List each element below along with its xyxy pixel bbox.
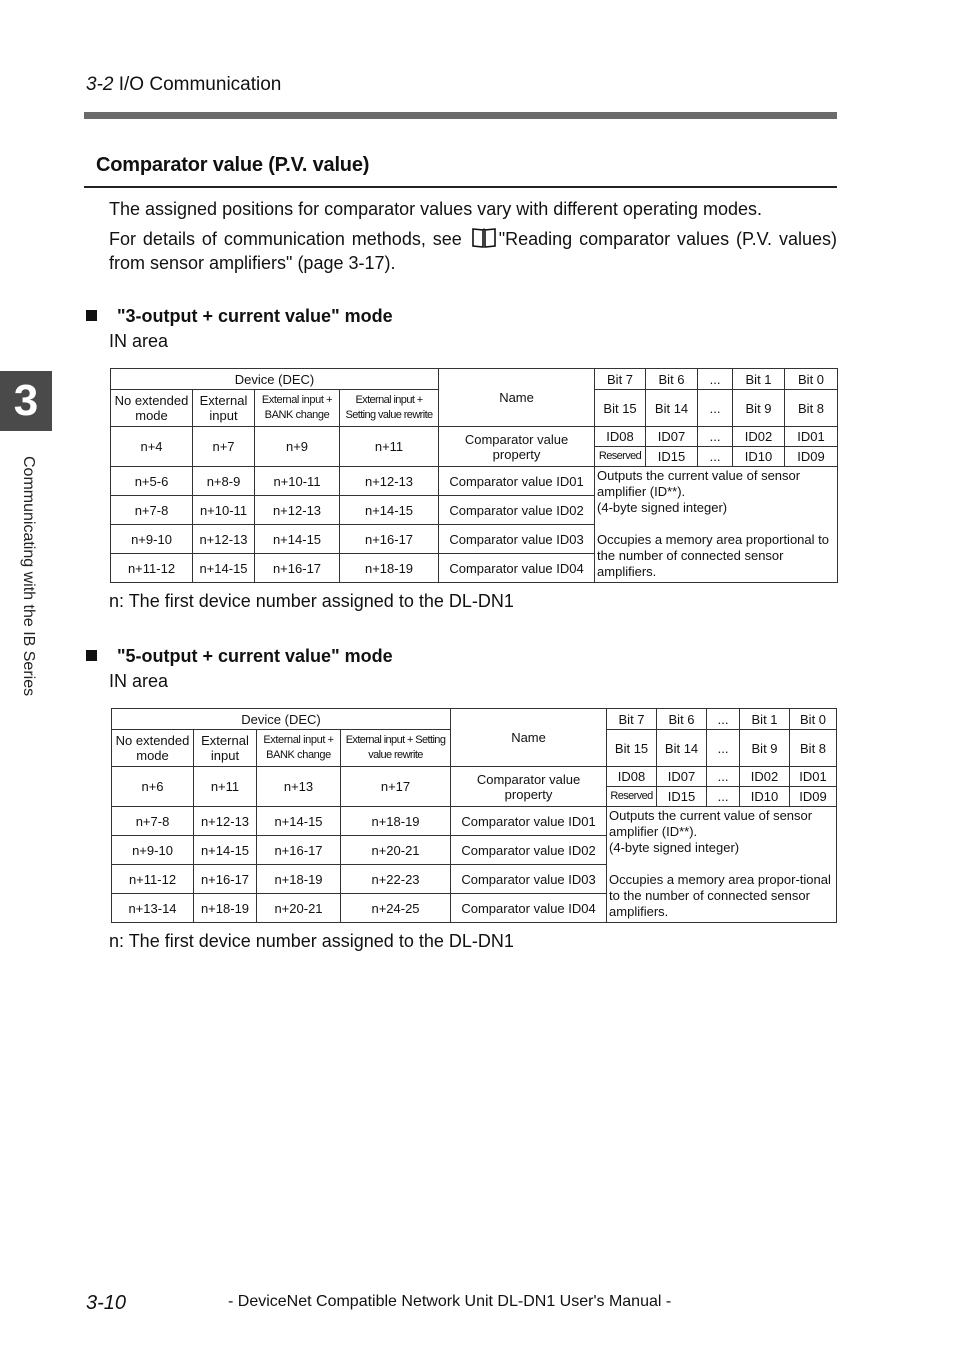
square-bullet-icon [86, 650, 97, 661]
table-cell: n+13 [257, 767, 341, 807]
id-cell: ID10 [733, 447, 785, 467]
table-cell: n+14-15 [255, 525, 340, 554]
id-cell: ID08 [607, 767, 657, 787]
table-cell: n+18-19 [257, 865, 341, 894]
bit-header: Bit 15 [595, 390, 646, 427]
page-heading: Comparator value (P.V. value) [96, 154, 370, 176]
bit-header: Bit 8 [785, 390, 838, 427]
bit-header: Bit 0 [785, 369, 838, 390]
table-cell: n+16-17 [255, 554, 340, 583]
value-name-cell: Comparator value ID04 [439, 554, 595, 583]
table-cell: n+4 [111, 427, 193, 467]
header-rule [84, 112, 837, 119]
table-cell: n+11 [194, 767, 257, 807]
setting-rewrite-header: External input + Setting value rewrite [340, 390, 439, 427]
bank-change-header: External input + BANK change [257, 730, 341, 767]
table-cell: n+16-17 [340, 525, 439, 554]
table-cell: n+18-19 [341, 807, 451, 836]
chapter-tab: 3 [0, 371, 52, 431]
device-dec-header: Device (DEC) [112, 709, 451, 730]
reference-paragraph [109, 226, 837, 275]
property-name-cell: Comparator value property [439, 427, 595, 467]
mapping-table-3-output [110, 368, 838, 583]
value-name-cell: Comparator value ID03 [451, 865, 607, 894]
bit-header: Bit 15 [607, 730, 657, 767]
chapter-side-label [19, 456, 43, 756]
id-cell: ID07 [646, 427, 698, 447]
bit-header: Bit 9 [740, 730, 790, 767]
table-cell: n+16-17 [194, 865, 257, 894]
table-cell: n+17 [341, 767, 451, 807]
no-extended-mode-header: No extended mode [111, 390, 193, 427]
bit-header: Bit 7 [607, 709, 657, 730]
table-cell: n+9-10 [111, 525, 193, 554]
table-cell: n+14-15 [257, 807, 341, 836]
description-line: (4-byte signed integer) [609, 840, 740, 855]
table-cell: n+11-12 [111, 554, 193, 583]
bit-header: ... [698, 390, 733, 427]
id-cell: ID09 [790, 787, 837, 807]
bit-header: ... [707, 709, 740, 730]
table-cell: n+14-15 [340, 496, 439, 525]
device-dec-header: Device (DEC) [111, 369, 439, 390]
table-cell: n+11-12 [112, 865, 194, 894]
table-cell: n+20-21 [257, 894, 341, 923]
setting-rewrite-header: External input + Setting value rewrite [341, 730, 451, 767]
area-label: IN area [109, 331, 169, 351]
table-cell: n+5-6 [111, 467, 193, 496]
id-cell: ID01 [790, 767, 837, 787]
bit-header: Bit 6 [657, 709, 707, 730]
value-name-cell: Comparator value ID02 [439, 496, 595, 525]
mode-title-3-output [86, 306, 393, 327]
bit-header: ... [698, 369, 733, 390]
table-cell: n+14-15 [194, 836, 257, 865]
id-cell: ID10 [740, 787, 790, 807]
square-bullet-icon [86, 310, 97, 321]
id-cell: ID08 [595, 427, 646, 447]
no-extended-mode-header: No extended mode [112, 730, 194, 767]
section-header [86, 74, 281, 96]
value-name-cell: Comparator value ID02 [451, 836, 607, 865]
mapping-table-5-output [111, 708, 837, 923]
chapter-title: Communicating with the IB Series [20, 456, 37, 697]
book-icon [471, 226, 497, 248]
table-cell: n+12-13 [340, 467, 439, 496]
page-number: 3-10 [86, 1292, 127, 1314]
table-cell: n+8-9 [193, 467, 255, 496]
bank-change-header: External input + BANK change [255, 390, 340, 427]
table-cell: n+18-19 [340, 554, 439, 583]
table-cell: n+24-25 [341, 894, 451, 923]
id-cell: ID15 [646, 447, 698, 467]
section-title: I/O Communication [118, 74, 282, 95]
reserved-cell: Reserved [607, 787, 657, 807]
external-input-header: External input [193, 390, 255, 427]
id-cell: ID02 [740, 767, 790, 787]
description-line: Outputs the current value of sensor amplifier (ID**). [597, 468, 801, 499]
table-cell: n+10-11 [255, 467, 340, 496]
table-cell: n+7 [193, 427, 255, 467]
table-note: n: The first device number assigned to the DL-DN1 [109, 931, 514, 951]
heading-rule [84, 186, 837, 188]
id-cell: ID09 [785, 447, 838, 467]
bit-header: Bit 8 [790, 730, 837, 767]
value-name-cell: Comparator value ID03 [439, 525, 595, 554]
table-cell: n+13-14 [112, 894, 194, 923]
bit-header: Bit 1 [740, 709, 790, 730]
bit-header: Bit 6 [646, 369, 698, 390]
intro-paragraph: The assigned positions for comparator values vary with different operating modes. [109, 199, 763, 219]
table-cell: n+22-23 [341, 865, 451, 894]
table-cell: n+9 [255, 427, 340, 467]
external-input-header: External input [194, 730, 257, 767]
id-cell: ... [707, 767, 740, 787]
description-line: Occupies a memory area proportional to the number of connected sensor amplifiers. [597, 532, 829, 579]
value-name-cell: Comparator value ID04 [451, 894, 607, 923]
bit-header: Bit 9 [733, 390, 785, 427]
table-cell: n+12-13 [194, 807, 257, 836]
reserved-cell: Reserved [595, 447, 646, 467]
table-cell: n+20-21 [341, 836, 451, 865]
table-cell: n+11 [340, 427, 439, 467]
id-cell: ID02 [733, 427, 785, 447]
table-cell: n+7-8 [111, 496, 193, 525]
table-cell: n+16-17 [257, 836, 341, 865]
bit-header: Bit 14 [646, 390, 698, 427]
table-note: n: The first device number assigned to the DL-DN1 [109, 591, 514, 611]
reference-lead: For details of communication methods, see [109, 229, 462, 249]
id-cell: ID01 [785, 427, 838, 447]
id-cell: ID07 [657, 767, 707, 787]
mode-title-text: "5-output + current value" mode [117, 646, 393, 666]
table-cell: n+9-10 [112, 836, 194, 865]
id-cell: ... [698, 427, 733, 447]
bit-header: Bit 14 [657, 730, 707, 767]
description-line: Occupies a memory area propor-tional to the number of connected sensor amplifiers. [609, 872, 831, 919]
description-cell [595, 467, 838, 583]
id-cell: ID15 [657, 787, 707, 807]
property-name-cell: Comparator value property [451, 767, 607, 807]
table-cell: n+6 [112, 767, 194, 807]
table-cell: n+14-15 [193, 554, 255, 583]
description-line: Outputs the current value of sensor amplifier (ID**). [609, 808, 813, 839]
id-cell: ... [707, 787, 740, 807]
id-cell: ... [698, 447, 733, 467]
table-cell: n+18-19 [194, 894, 257, 923]
table-cell: n+7-8 [112, 807, 194, 836]
table-cell: n+12-13 [193, 525, 255, 554]
description-line: (4-byte signed integer) [597, 500, 728, 515]
bit-header: Bit 1 [733, 369, 785, 390]
table-cell: n+12-13 [255, 496, 340, 525]
bit-header: Bit 0 [790, 709, 837, 730]
mode-title-text: "3-output + current value" mode [117, 306, 393, 326]
area-label: IN area [109, 671, 169, 691]
reference-link[interactable]: "Reading comparator values (P.V. values) from sensor amplifiers" (page 3-17). [109, 229, 837, 273]
name-header: Name [451, 709, 607, 767]
bit-header: ... [707, 730, 740, 767]
description-cell [607, 807, 837, 923]
footer-manual-title: - DeviceNet Compatible Network Unit DL-DN1 User's Manual - [228, 1293, 672, 1310]
table-cell: n+10-11 [193, 496, 255, 525]
mode-title-5-output [86, 646, 393, 667]
value-name-cell: Comparator value ID01 [439, 467, 595, 496]
name-header: Name [439, 369, 595, 427]
bit-header: Bit 7 [595, 369, 646, 390]
value-name-cell: Comparator value ID01 [451, 807, 607, 836]
section-number: 3-2 [86, 74, 114, 95]
